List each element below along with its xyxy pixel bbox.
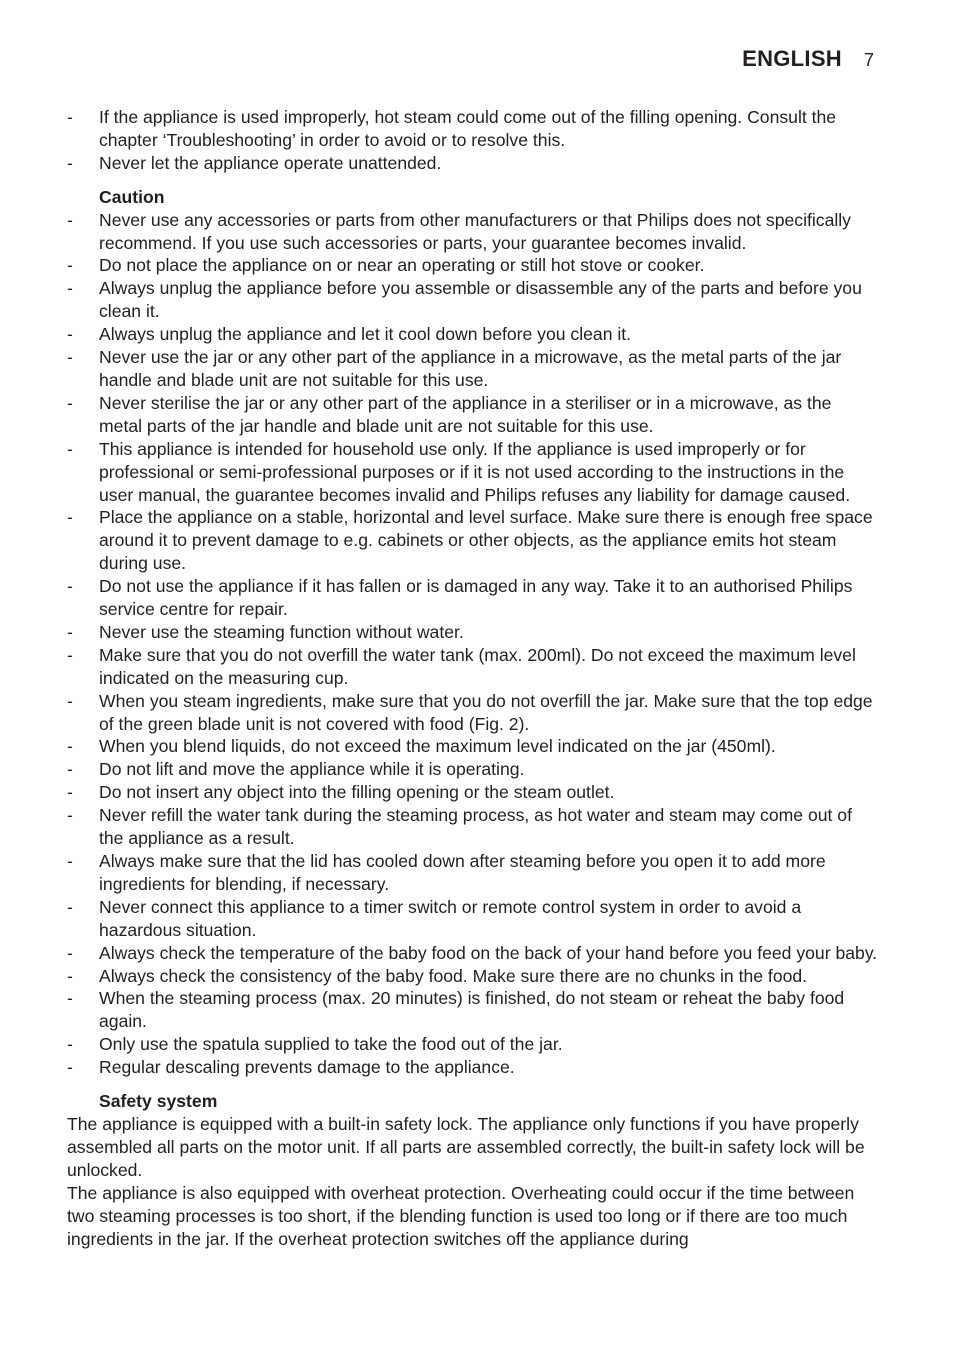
caution-list-item bbox=[67, 575, 879, 621]
bullet-dash: - bbox=[67, 644, 73, 665]
bullet-dash: - bbox=[67, 1057, 73, 1078]
caution-list-item-text: This appliance is intended for household use only. If the appliance is used improperly or for professional or semi-professional purposes or if it is not used according to the instructions in the user manual, the guarantee becomes invalid and Philips refuses any liability for damage caused. bbox=[99, 438, 851, 505]
caution-list-item bbox=[67, 346, 879, 392]
caution-list-item-text: Never sterilise the jar or any other part of the appliance in a steriliser or in a microwave, as the metal parts of the jar handle and blade unit are not suitable for this use. bbox=[99, 392, 832, 436]
safety-system-paragraph: The appliance is equipped with a built-in safety lock. The appliance only functions if you have properly assembled all parts on the motor unit. If all parts are assembled correctly, the built-in safety lock will be unlocked. bbox=[67, 1113, 865, 1180]
bullet-dash: - bbox=[67, 759, 73, 780]
bullet-dash: - bbox=[67, 965, 73, 986]
bullet-dash: - bbox=[67, 690, 73, 711]
caution-list-item bbox=[67, 277, 879, 323]
caution-list-item-text: Do not insert any object into the filling opening or the steam outlet. bbox=[99, 782, 615, 803]
caution-list-item-text: Always make sure that the lid has cooled down after steaming before you open it to add more ingredients for blending, if necessary. bbox=[99, 851, 826, 894]
caution-list-item bbox=[67, 690, 879, 736]
caution-list-item-text: Do not place the appliance on or near an operating or still hot stove or cooker. bbox=[99, 255, 705, 276]
caution-list-item bbox=[67, 1056, 879, 1079]
caution-list-item bbox=[67, 209, 879, 255]
caution-list-item bbox=[67, 254, 879, 277]
caution-list-item-text: When you blend liquids, do not exceed the maximum level indicated on the jar (450ml). bbox=[99, 736, 776, 757]
bullet-dash: - bbox=[67, 851, 73, 871]
caution-list-item bbox=[67, 506, 879, 575]
caution-list-item-text: Never refill the water tank during the steaming process, as hot water and steam may come out of the appliance as a result. bbox=[99, 805, 852, 849]
caution-list bbox=[67, 209, 879, 1079]
caution-list-item bbox=[67, 987, 879, 1033]
caution-list-item bbox=[67, 896, 879, 942]
caution-list-item bbox=[67, 942, 879, 965]
caution-list-item-text: Never connect this appliance to a timer switch or remote control system in order to avoid a hazardous situation. bbox=[99, 896, 802, 940]
intro-warning-list bbox=[67, 106, 879, 175]
intro-list-item bbox=[67, 152, 879, 175]
caution-list-item bbox=[67, 965, 879, 988]
safety-system-paragraph: The appliance is also equipped with overheat protection. Overheating could occur if the time between two steaming processes is too short, if the blending function is used too long or if there are too much ingredients in the jar. If the overheat protection switches off the appliance during bbox=[67, 1182, 855, 1249]
caution-list-item-text: Always unplug the appliance and let it cool down before you clean it. bbox=[99, 324, 632, 345]
intro-list-item bbox=[67, 106, 879, 152]
bullet-dash: - bbox=[67, 392, 73, 413]
caution-list-item-text: When you steam ingredients, make sure that you do not overfill the jar. Make sure that the top edge of the green blade unit is not covered with food (Fig. 2). bbox=[99, 690, 873, 734]
caution-list-item bbox=[67, 392, 879, 438]
bullet-dash: - bbox=[67, 438, 73, 459]
bullet-dash: - bbox=[67, 107, 73, 127]
caution-list-item-text: Do not use the appliance if it has fallen or is damaged in any way. Take it to an authorised Philips service centre for repair. bbox=[99, 576, 853, 620]
intro-list-item-text: Never let the appliance operate unattended. bbox=[99, 152, 442, 173]
caution-list-item bbox=[67, 323, 879, 346]
bullet-dash: - bbox=[67, 507, 73, 528]
bullet-dash: - bbox=[67, 152, 73, 173]
bullet-dash: - bbox=[67, 209, 73, 230]
safety-system-body bbox=[67, 1113, 879, 1250]
caution-heading: Caution bbox=[99, 186, 165, 207]
caution-list-item bbox=[67, 804, 879, 850]
safety-system-heading: Safety system bbox=[99, 1091, 218, 1112]
caution-list-item bbox=[67, 735, 879, 758]
caution-list-item bbox=[67, 621, 879, 644]
caution-list-item bbox=[67, 438, 879, 507]
caution-list-item-text: Always check the temperature of the baby food on the back of your hand before you feed your baby. bbox=[99, 942, 878, 963]
bullet-dash: - bbox=[67, 576, 73, 597]
caution-list-item-text: Never use the jar or any other part of the appliance in a microwave, as the metal parts of the jar handle and blade unit are not suitable for this use. bbox=[99, 347, 842, 390]
bullet-dash: - bbox=[67, 736, 73, 757]
bullet-dash: - bbox=[67, 278, 73, 299]
intro-list-item-text: If the appliance is used improperly, hot steam could come out of the filling opening. Consult the chapter ‘Troubleshooting’ in order to avoid or to resolve this. bbox=[99, 107, 837, 150]
bullet-dash: - bbox=[67, 988, 73, 1009]
bullet-dash: - bbox=[67, 805, 73, 826]
bullet-dash: - bbox=[67, 621, 73, 642]
bullet-dash: - bbox=[67, 782, 73, 803]
caution-list-item bbox=[67, 1033, 879, 1056]
bullet-dash: - bbox=[67, 1034, 73, 1055]
bullet-dash: - bbox=[67, 347, 73, 368]
caution-list-item-text: Do not lift and move the appliance while it is operating. bbox=[99, 759, 525, 780]
caution-list-item-text: Regular descaling prevents damage to the appliance. bbox=[99, 1057, 515, 1078]
caution-list-item bbox=[67, 781, 879, 804]
caution-list-item bbox=[67, 850, 879, 896]
caution-list-item bbox=[67, 758, 879, 781]
caution-list-item bbox=[67, 644, 879, 690]
page-content bbox=[67, 106, 879, 1250]
caution-list-item-text: Place the appliance on a stable, horizontal and level surface. Make sure there is enough free space around it to prevent damage to e.g. cabinets or other objects, as the appliance emits hot steam during use. bbox=[99, 507, 873, 574]
caution-list-item-text: Always check the consistency of the baby food. Make sure there are no chunks in the food. bbox=[99, 965, 808, 986]
caution-list-item-text: Only use the spatula supplied to take the food out of the jar. bbox=[99, 1034, 563, 1055]
caution-list-item-text: Make sure that you do not overfill the water tank (max. 200ml). Do not exceed the maximum level indicated on the measuring cup. bbox=[99, 644, 856, 688]
caution-list-item-text: Always unplug the appliance before you assemble or disassemble any of the parts and before you clean it. bbox=[99, 278, 862, 322]
bullet-dash: - bbox=[67, 324, 73, 345]
caution-list-item-text: Never use any accessories or parts from other manufacturers or that Philips does not specifically recommend. If you use such accessories or parts, your guarantee becomes invalid. bbox=[99, 209, 851, 253]
language-label: ENGLISH bbox=[742, 46, 842, 71]
bullet-dash: - bbox=[67, 942, 73, 963]
page-header bbox=[742, 46, 874, 72]
caution-list-item-text: When the steaming process (max. 20 minutes) is finished, do not steam or reheat the baby food again. bbox=[99, 988, 845, 1032]
page-number: 7 bbox=[863, 50, 874, 70]
bullet-dash: - bbox=[67, 896, 73, 917]
caution-list-item-text: Never use the steaming function without water. bbox=[99, 621, 464, 642]
bullet-dash: - bbox=[67, 255, 73, 276]
